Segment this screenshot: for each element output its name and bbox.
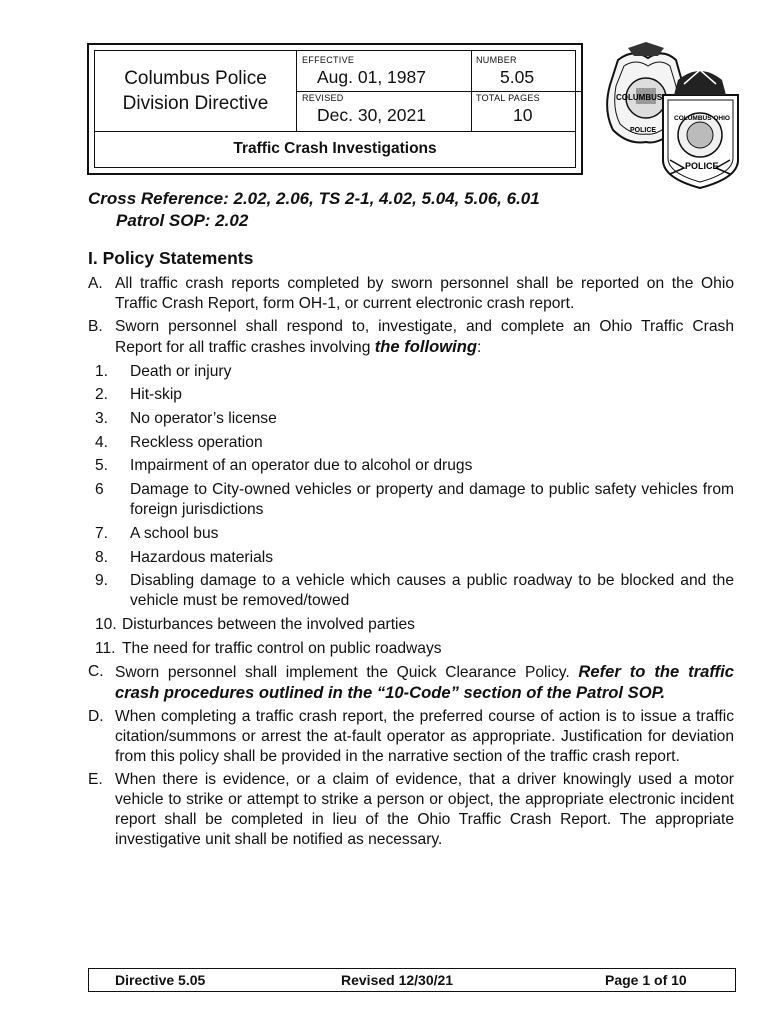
footer-page-number: Page 1 of 10 xyxy=(605,972,687,988)
item-marker: A. xyxy=(88,275,103,292)
cross-reference-line: Cross Reference: 2.02, 2.06, TS 2-1, 4.02, 5.04, 5.06, 6.01 xyxy=(88,189,540,208)
page-footer xyxy=(88,968,736,992)
list-item: 11. The need for traffic control on public roadways xyxy=(95,639,442,657)
item-marker: C. xyxy=(88,662,104,680)
org-line-1: Columbus Police xyxy=(124,68,267,89)
directive-header xyxy=(87,43,583,175)
list-item: 1. Death or injury xyxy=(95,362,232,380)
footer-revised: Revised 12/30/21 xyxy=(341,972,454,988)
item-marker: E. xyxy=(88,770,103,788)
item-text: When there is evidence, or a claim of evidence, that a driver knowingly used a motor vehicle to strike or attempt to strike a person or object, the appropriate electronic incident report shall be completed in lieu of the Ohio Traffic Crash Report. The appropriate investigative unit shall be notified as necessary. xyxy=(115,770,734,848)
cross-reference xyxy=(88,188,540,232)
item-text xyxy=(115,662,734,704)
badge-2-text: COLUMBUS OHIO xyxy=(674,115,730,122)
item-text: All traffic crash reports completed by sworn personnel shall be reported on the Ohio Traffic Crash Report, form OH-1, or current electronic crash report. xyxy=(115,275,734,312)
item-marker: D. xyxy=(88,707,104,725)
numbered-list xyxy=(95,362,734,659)
organization-name xyxy=(95,51,297,131)
revised-label: REVISED xyxy=(302,93,344,103)
item-marker: B. xyxy=(88,318,103,335)
badge-1-text: COLUMBUS xyxy=(616,93,663,102)
total-pages-label: TOTAL PAGES xyxy=(476,93,540,103)
policy-item-c xyxy=(88,662,734,704)
list-item: 2. Hit-skip xyxy=(95,386,182,404)
list-item: 9. Disabling damage to a vehicle which causes a public roadway to be blocked and the vehicle must be removed/towed xyxy=(95,572,734,610)
footer-directive: Directive 5.05 xyxy=(115,972,206,988)
directive-title: Traffic Crash Investigations xyxy=(233,140,437,157)
policy-item-a xyxy=(88,274,734,314)
effective-date: Aug. 01, 1987 xyxy=(317,67,426,87)
item-text-main: Sworn personnel shall implement the Quick Clearance Policy. xyxy=(115,663,579,681)
list-item: 5. Impairment of an operator due to alcohol or drugs xyxy=(95,457,473,475)
list-item: 10. Disturbances between the involved parties xyxy=(95,615,415,633)
org-line-2: Division Directive xyxy=(122,93,269,114)
revised-date: Dec. 30, 2021 xyxy=(317,105,426,125)
effective-label: EFFECTIVE xyxy=(302,55,355,65)
item-text-emphasis: the following xyxy=(374,337,478,356)
number-label: NUMBER xyxy=(476,55,517,65)
item-text-tail: : xyxy=(477,339,482,356)
badge-2-sub: POLICE xyxy=(685,161,719,171)
item-text-emphasis: Refer to the traffic crash procedures outlined in the “10-Code” section of the Patrol SOP. xyxy=(115,661,734,702)
divider xyxy=(297,91,581,92)
list-item: 4. Reckless operation xyxy=(95,433,263,451)
policy-content xyxy=(88,274,734,850)
directive-number: 5.05 xyxy=(500,67,535,87)
patrol-sop-line: Patrol SOP: 2.02 xyxy=(116,211,249,230)
badge-1-sub: POLICE xyxy=(630,127,657,134)
policy-item-e xyxy=(88,770,734,850)
badge-emblem-icon xyxy=(588,40,748,190)
item-text-main: Sworn personnel shall respond to, investigate, and complete an Ohio Traffic Crash Report for all traffic crashes involving xyxy=(115,318,734,356)
list-item: 6 Damage to City-owned vehicles or property and damage to public safety vehicles from foreign jurisdictions xyxy=(95,481,734,519)
police-badges xyxy=(588,40,748,190)
policy-item-b xyxy=(88,317,734,358)
total-pages-value: 10 xyxy=(513,105,533,125)
list-item: 7. A school bus xyxy=(95,524,219,542)
section-heading: I. Policy Statements xyxy=(88,248,254,268)
policy-item-d xyxy=(88,707,734,767)
list-item: 8. Hazardous materials xyxy=(95,548,274,566)
item-text xyxy=(115,317,734,358)
directive-header-inner xyxy=(94,50,576,168)
item-text: When completing a traffic crash report, the preferred course of action is to issue a traffic citation/summons or arrest the at-fault operator as appropriate. Justification for deviation from this policy shall be provided in the narrative section of the traffic crash report. xyxy=(115,707,734,765)
list-item: 3. No operator’s license xyxy=(95,410,277,428)
